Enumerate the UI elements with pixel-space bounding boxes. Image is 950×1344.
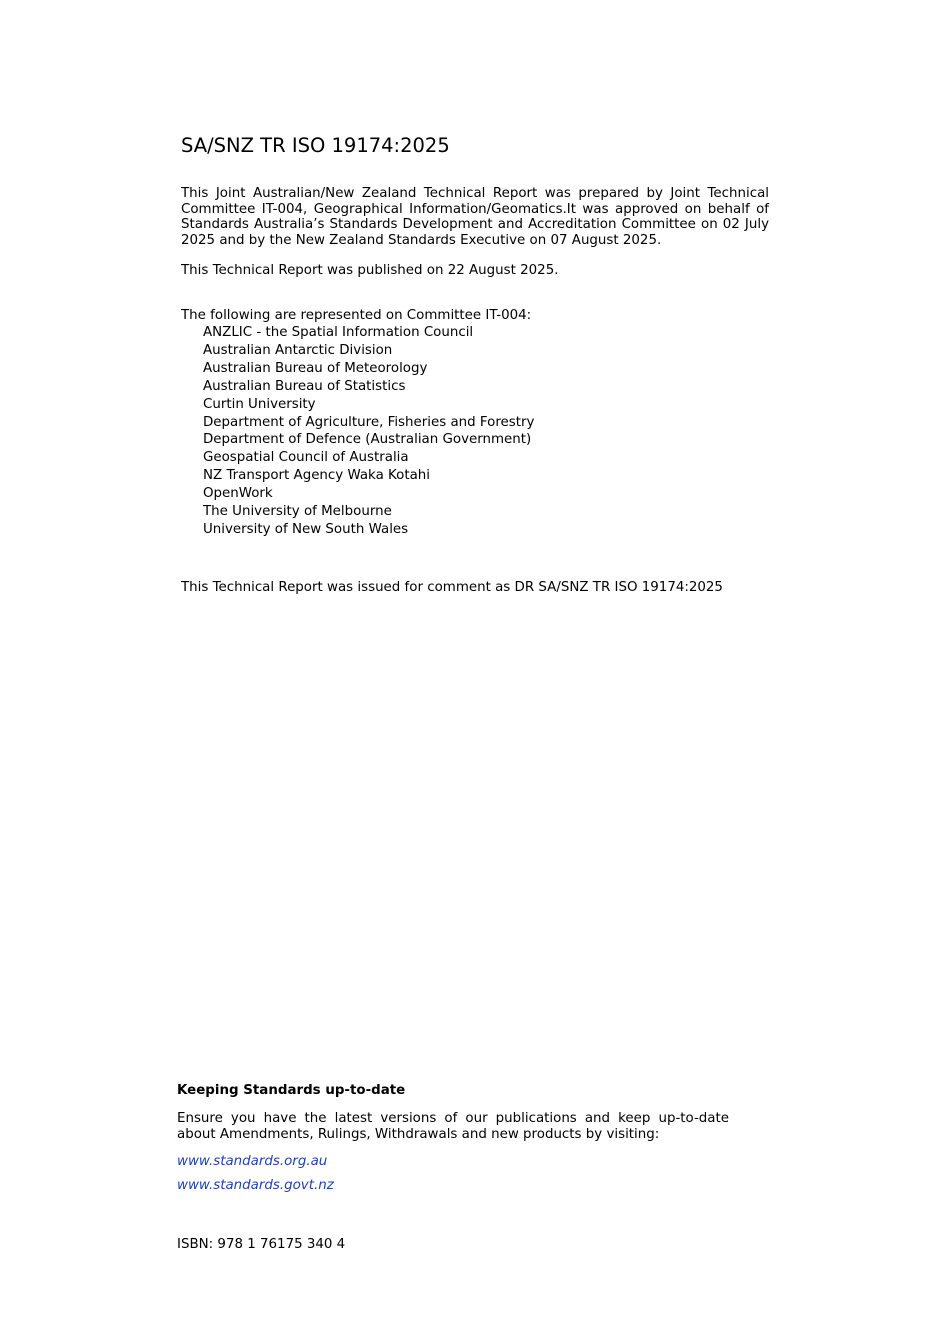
committee-member: Geospatial Council of Australia xyxy=(203,450,409,466)
standards-australia-link[interactable]: www.standards.org.au xyxy=(177,1154,328,1169)
keeping-standards-heading: Keeping Standards up-to-date xyxy=(177,1083,406,1098)
committee-member: University of New South Wales xyxy=(203,521,409,537)
committee-member: Department of Defence (Australian Government) xyxy=(203,432,532,448)
committee-member: The University of Melbourne xyxy=(203,504,392,520)
committee-intro: The following are represented on Committee IT-004: xyxy=(181,308,532,323)
keeping-standards-body: Ensure you have the latest versions of our publications and keep up-to-date about Amendments, Rulings, Withdrawals and new products by visiting: xyxy=(177,1111,729,1142)
published-statement: This Technical Report was published on 22 August 2025. xyxy=(181,263,559,278)
committee-member: Australian Bureau of Meteorology xyxy=(203,360,428,376)
isbn-number: ISBN: 978 1 76175 340 4 xyxy=(177,1237,346,1252)
standards-nz-link[interactable]: www.standards.govt.nz xyxy=(177,1178,334,1193)
committee-member: Australian Antarctic Division xyxy=(203,342,393,358)
committee-member: Department of Agriculture, Fisheries and Forestry xyxy=(203,414,535,430)
issued-for-comment-statement: This Technical Report was issued for comment as DR SA/SNZ TR ISO 19174:2025 xyxy=(181,580,723,595)
approval-paragraph: This Joint Australian/New Zealand Technical Report was prepared by Joint Technical Committee IT-004, Geographical Information/Geomatics.It was approved on behalf of Standards Australia’s Standards Development and Accreditation Committee on 02 July 2025 and by the New Zealand Standards Executive on 07 August 2025. xyxy=(181,186,769,248)
committee-member: ANZLIC - the Spatial Information Council xyxy=(203,325,474,340)
committee-member: Curtin University xyxy=(203,396,316,412)
committee-member: Australian Bureau of Statistics xyxy=(203,378,406,394)
committee-member-list xyxy=(203,324,534,539)
committee-member: NZ Transport Agency Waka Kotahi xyxy=(203,468,431,484)
document-title: SA/SNZ TR ISO 19174:2025 xyxy=(181,134,450,157)
committee-member: OpenWork xyxy=(203,486,273,502)
